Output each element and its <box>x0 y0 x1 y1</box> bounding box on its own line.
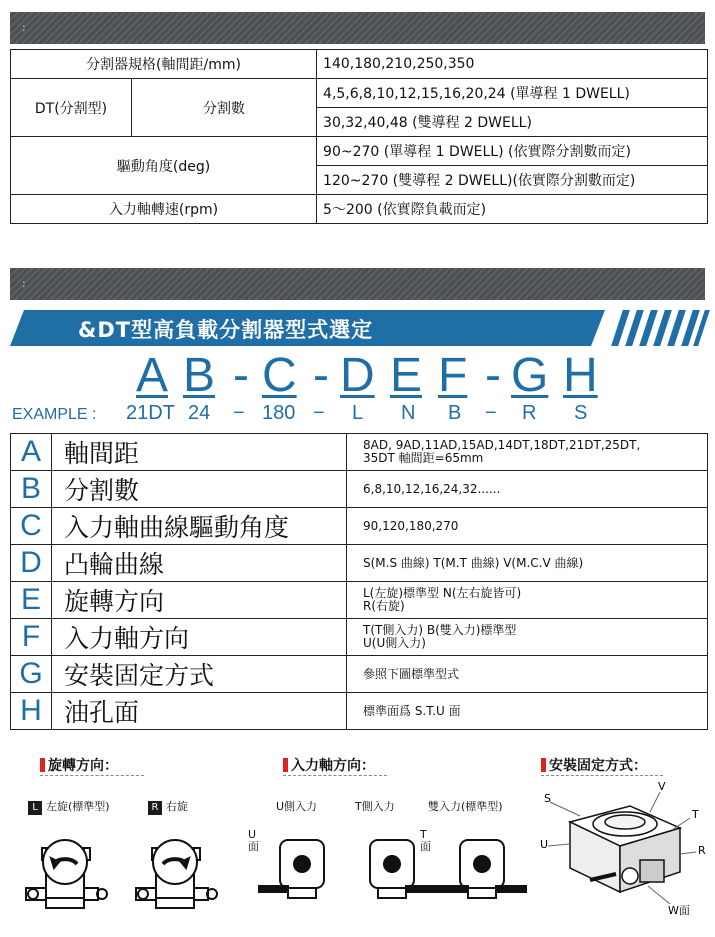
selection-value: 標準面爲 S.T.U 面 <box>347 693 708 730</box>
example-value: − <box>313 402 325 424</box>
selection-name: 軸間距 <box>52 434 347 471</box>
banner-title: &DT型高負載分割器型式選定 <box>78 318 374 342</box>
indexer-isometric-icon <box>570 806 680 892</box>
spec-value: 4,5,6,8,10,12,15,16,20,24 (單導程 1 DWELL) <box>317 79 708 108</box>
code-letter: B <box>183 349 216 402</box>
selection-key: C <box>11 508 52 545</box>
selection-name: 旋轉方向 <box>52 582 347 619</box>
example-value: 24 <box>188 402 211 424</box>
selection-value: 90,120,180,270 <box>347 508 708 545</box>
spec-value: 120~270 (雙導程 2 DWELL)(依實際分割數而定) <box>317 166 708 195</box>
example-row <box>0 400 715 426</box>
u-face-label: U 面 <box>248 828 259 853</box>
example-value: N <box>401 402 416 424</box>
spec-value: 5～200 (依實際負載而定) <box>317 195 708 224</box>
code-letter: G <box>511 349 549 402</box>
u-input-unit-icon <box>258 840 324 898</box>
spec-table <box>10 49 708 224</box>
example-value: 21DT <box>126 402 175 424</box>
selection-row <box>11 545 708 582</box>
spec-sublabel: 分割數 <box>132 79 317 137</box>
input-u-label: U側入力 <box>276 800 318 813</box>
example-value: − <box>485 402 497 424</box>
selection-row <box>11 693 708 730</box>
spec-label: DT(分割型) <box>11 79 132 137</box>
header-bar: : <box>10 12 705 44</box>
code-dash: - <box>313 349 329 402</box>
selection-name: 入力軸方向 <box>52 619 347 656</box>
spec-value: 140,180,210,250,350 <box>317 50 708 79</box>
selection-name: 入力軸曲線驅動角度 <box>52 508 347 545</box>
model-banner <box>10 310 708 346</box>
spec-value: 90~270 (單導程 1 DWELL) (依實際分割數而定) <box>317 137 708 166</box>
input-t-label: T側入力 <box>355 800 395 813</box>
selection-name: 安裝固定方式 <box>52 656 347 693</box>
code-letter: E <box>390 349 423 402</box>
dual-input-unit-icon <box>438 840 526 898</box>
section-mount: 安裝固定方式： <box>541 755 647 775</box>
spec-label: 分割器規格(軸間距/mm) <box>11 50 317 79</box>
spec-label: 入力軸轉速(rpm) <box>11 195 317 224</box>
code-dash: - <box>233 349 249 402</box>
code-letter: D <box>340 349 375 402</box>
face-w: W面 <box>668 904 690 917</box>
red-marker-icon <box>40 758 45 772</box>
left-rotation-unit-icon <box>26 840 107 908</box>
spec-label: 驅動角度(deg) <box>11 137 317 195</box>
code-letter: A <box>136 349 169 402</box>
selection-table <box>10 433 708 730</box>
code-letter: C <box>262 349 297 402</box>
example-value: 180 <box>262 402 296 424</box>
face-u: U <box>540 838 549 851</box>
t-input-unit-icon <box>370 840 436 898</box>
spec-value: 30,32,40,48 (雙導程 2 DWELL) <box>317 108 708 137</box>
code-letter: F <box>438 349 468 402</box>
example-value: − <box>233 402 245 424</box>
selection-row <box>11 434 708 471</box>
example-value: S <box>574 402 588 424</box>
selection-row <box>11 619 708 656</box>
selection-value: 6,8,10,12,16,24,32...... <box>347 471 708 508</box>
selection-row <box>11 471 708 508</box>
input-direction-diagrams <box>258 822 528 912</box>
red-marker-icon <box>283 758 288 772</box>
selection-value: 參照下圖標準型式 <box>347 656 708 693</box>
example-value: L <box>352 402 364 424</box>
face-r: R <box>698 844 706 857</box>
example-label: EXAMPLE : <box>12 406 97 423</box>
face-t: T <box>692 808 699 821</box>
red-marker-icon <box>541 758 546 772</box>
section-input: 入力軸方向： <box>283 755 375 775</box>
rotation-diagrams <box>18 818 218 928</box>
code-dash: - <box>485 349 501 402</box>
selection-key: F <box>11 619 52 656</box>
face-s: S <box>544 792 551 805</box>
mount-diagram <box>540 782 710 932</box>
selection-name: 油孔面 <box>52 693 347 730</box>
code-letter: H <box>563 349 598 402</box>
divider <box>541 775 663 776</box>
badge-l: L <box>28 801 42 815</box>
header-bar: : <box>10 268 705 300</box>
section-rotation: 旋轉方向： <box>40 755 118 775</box>
selection-key: H <box>11 693 52 730</box>
selection-row <box>11 508 708 545</box>
selection-name: 分割數 <box>52 471 347 508</box>
rotation-right-label: R 右旋 <box>148 798 188 815</box>
selection-key: E <box>11 582 52 619</box>
model-code-letters <box>0 350 715 402</box>
example-value: B <box>448 402 462 424</box>
rotation-left-label: L 左旋(標準型) <box>28 798 110 815</box>
badge-r: R <box>148 801 162 815</box>
selection-key: D <box>11 545 52 582</box>
right-rotation-unit-icon <box>136 840 217 908</box>
selection-name: 凸輪曲線 <box>52 545 347 582</box>
selection-value: T(T側入力) B(雙入力)標準型 U(U側入力) <box>347 619 708 656</box>
selection-value: L(左旋)標準型 N(左右旋皆可) R(右旋) <box>347 582 708 619</box>
selection-key: G <box>11 656 52 693</box>
selection-key: B <box>11 471 52 508</box>
example-value: R <box>522 402 537 424</box>
face-v: V <box>658 782 666 793</box>
t-face-label: T 面 <box>420 828 431 853</box>
selection-value: S(M.S 曲線) T(M.T 曲線) V(M.C.V 曲線) <box>347 545 708 582</box>
input-b-label: 雙入力(標準型) <box>428 800 503 813</box>
selection-row <box>11 582 708 619</box>
divider <box>283 775 387 776</box>
divider <box>40 775 144 776</box>
selection-key: A <box>11 434 52 471</box>
selection-value: 8AD, 9AD,11AD,15AD,14DT,18DT,21DT,25DT, 35DT 軸間距=65mm <box>347 434 708 471</box>
selection-row <box>11 656 708 693</box>
